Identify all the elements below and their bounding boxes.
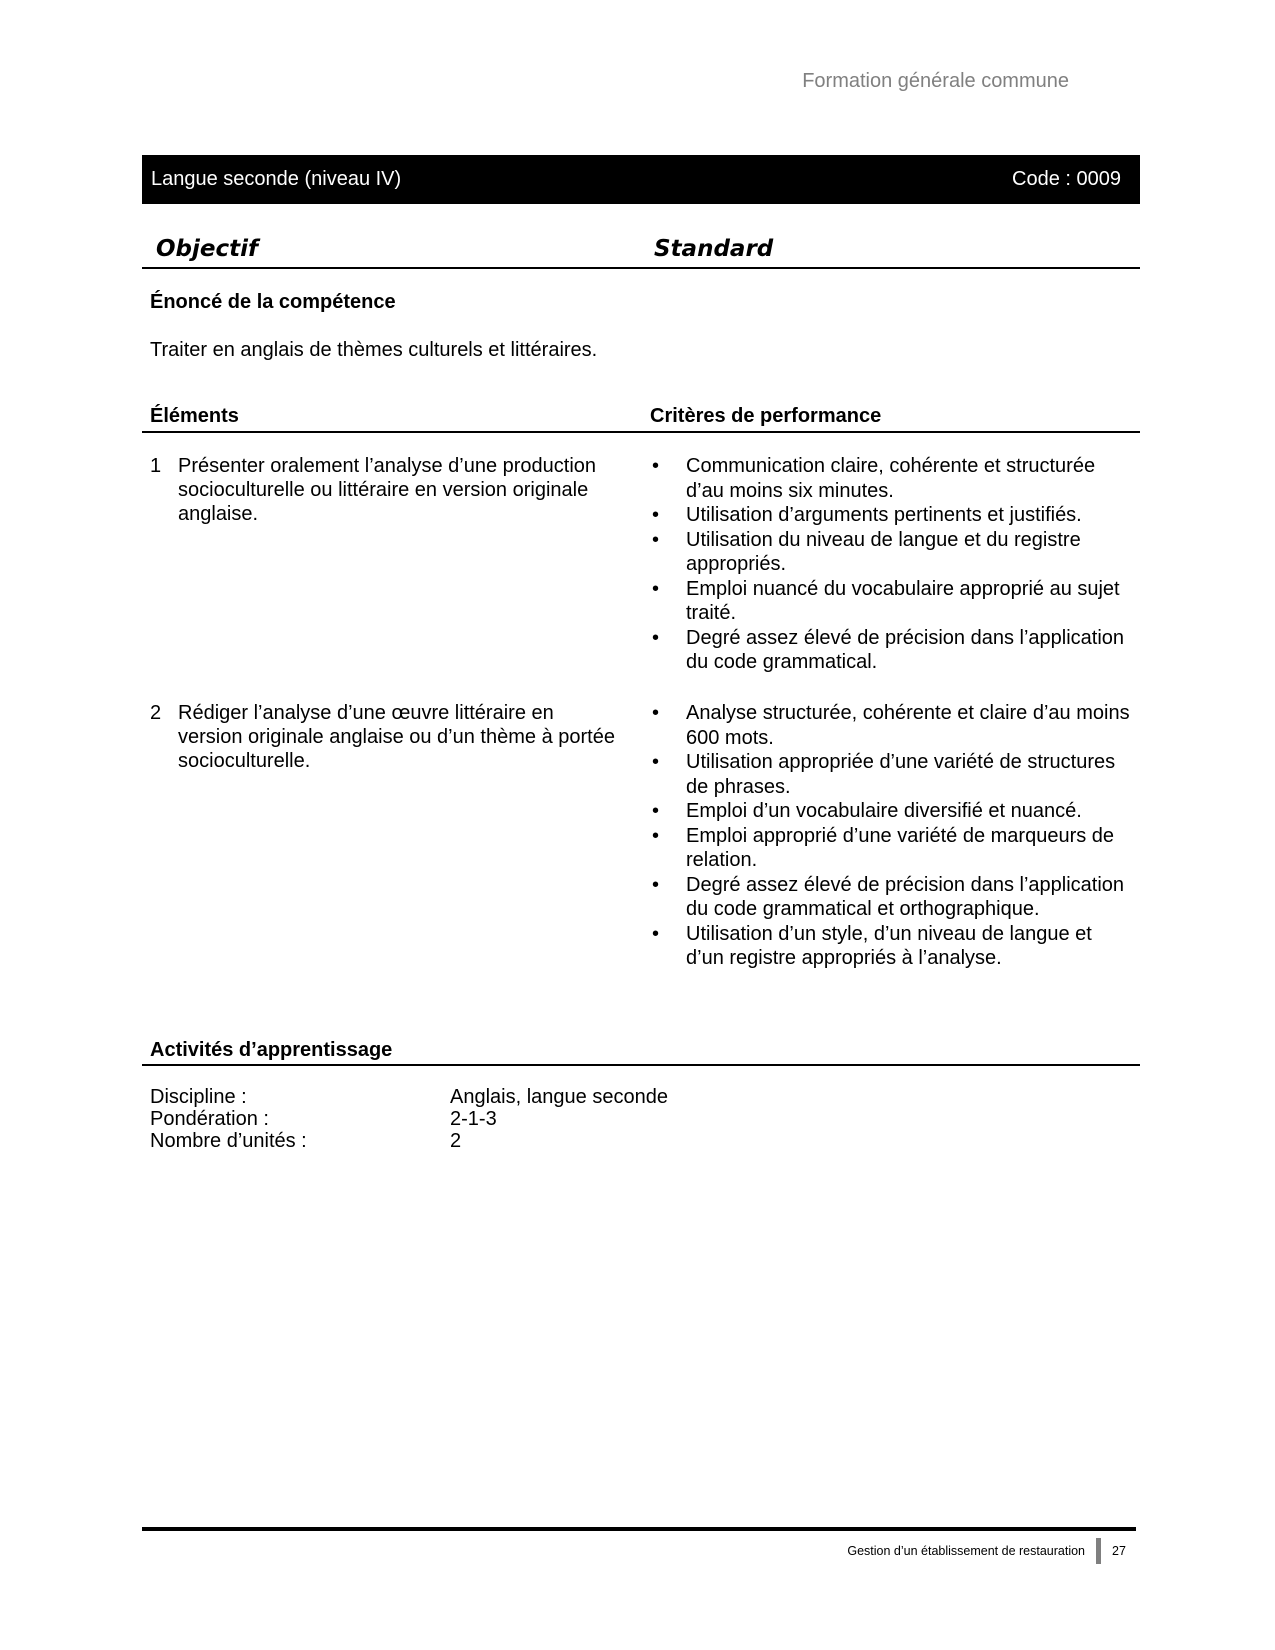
meta-row-discipline [150,1086,668,1108]
criterion-item: • Emploi nuancé du vocabulaire approprié au sujet traité. [652,577,1120,624]
element-text: Rédiger l’analyse d’une œuvre littéraire en version originale anglaise ou d’un thème à portée socioculturelle. [178,702,615,772]
bullet-icon: • [652,922,660,945]
bullet-icon: • [652,824,660,847]
criteria-list-1 [648,454,1133,675]
criterion-item: • Emploi approprié d’une variété de marqueurs de relation. [652,824,1115,871]
criteria-list-2 [648,701,1133,971]
element-item-2 [150,701,620,773]
course-title: Langue seconde (niveau IV) [151,168,402,190]
elements-rule [142,431,1140,433]
criterion-item: • Analyse structurée, cohérente et claire d’au moins 600 mots. [652,702,1130,749]
running-head: Formation générale commune [802,70,1069,92]
bullet-icon: • [652,873,660,896]
bullet-icon: • [652,626,660,649]
standard-heading: Standard [654,236,774,262]
element-item-1 [150,454,620,526]
criterion-item: • Degré assez élevé de précision dans l’application du code grammatical et orthographique. [652,873,1125,920]
criterion-item: • Utilisation du niveau de langue et du registre appropriés. [652,528,1081,575]
page-number: 27 [1112,1544,1126,1558]
meta-value: 2 [450,1130,462,1152]
meta-value: Anglais, langue seconde [450,1086,668,1108]
element-number: 2 [150,702,162,724]
footer-rule [142,1527,1136,1531]
meta-label: Discipline : [150,1086,247,1108]
bullet-icon: • [652,702,660,724]
criteria-header: Critères de performance [650,405,882,427]
meta-label: Nombre d’unités : [150,1130,307,1152]
footer-divider [1096,1538,1101,1564]
criterion-item: • Degré assez élevé de précision dans l’application du code grammatical. [652,626,1125,673]
criterion-item: • Utilisation d’un style, d’un niveau de langue et d’un registre appropriés à l’analyse. [652,922,1092,969]
elements-header: Éléments [150,405,239,427]
element-number: 1 [150,455,162,477]
criterion-item: • Emploi d’un vocabulaire diversifié et nuancé. [652,800,1082,822]
course-title-bar [142,155,1140,204]
objective-heading: Objectif [156,236,259,262]
criterion-item: • Utilisation appropriée d’une variété de structures de phrases. [652,751,1116,798]
bullet-icon: • [652,528,660,551]
bullet-icon: • [652,504,660,526]
activities-rule [142,1064,1140,1066]
criterion-item: • Utilisation d’arguments pertinents et justifiés. [652,504,1082,526]
objective-standard-rule [142,267,1140,269]
criterion-item: • Communication claire, cohérente et structurée d’au moins six minutes. [652,455,1096,502]
meta-row-units [150,1130,668,1152]
course-code: Code : 0009 [1012,168,1121,190]
meta-label: Pondération : [150,1108,269,1130]
competence-heading: Énoncé de la compétence [150,291,396,313]
activities-heading: Activités d’apprentissage [150,1039,393,1061]
meta-row-ponderation [150,1108,668,1130]
bullet-icon: • [652,577,660,600]
bullet-icon: • [652,800,660,822]
bullet-icon: • [652,751,660,773]
footer-program: Gestion d’un établissement de restauration [847,1544,1085,1558]
bullet-icon: • [652,455,660,477]
competence-statement: Traiter en anglais de thèmes culturels et littéraires. [150,339,598,361]
element-text: Présenter oralement l’analyse d’une production socioculturelle ou littéraire en version originale anglaise. [178,455,597,525]
meta-value: 2-1-3 [450,1108,497,1130]
course-meta-table [150,1086,668,1152]
